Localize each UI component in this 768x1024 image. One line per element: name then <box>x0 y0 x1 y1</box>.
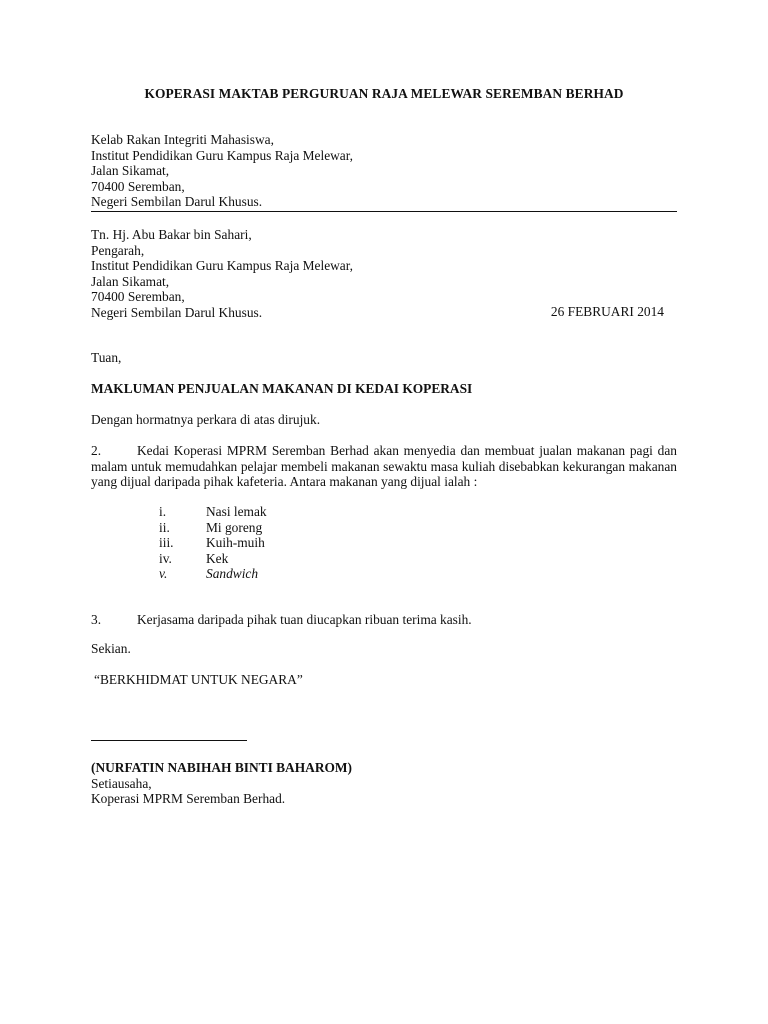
list-number: ii. <box>159 519 170 535</box>
sender-line: Jalan Sikamat, <box>91 163 170 179</box>
subject-heading: MAKLUMAN PENJUALAN MAKANAN DI KEDAI KOPERASI <box>91 381 473 396</box>
letter-date: 26 FEBRUARI 2014 <box>550 304 664 319</box>
paragraph-2 <box>91 443 677 490</box>
list-item <box>159 566 267 582</box>
signer-title: Setiausaha, <box>91 776 152 791</box>
food-list <box>159 504 267 582</box>
recipient-line: Jalan Sikamat, <box>91 273 170 289</box>
list-item <box>159 520 267 536</box>
recipient-line: Tn. Hj. Abu Bakar bin Sahari, <box>91 227 252 242</box>
list-number: iv. <box>159 550 172 566</box>
sender-line: Institut Pendidikan Guru Kampus Raja Melewar, <box>91 147 354 163</box>
list-label: Kek <box>206 550 229 566</box>
recipient-line: Institut Pendidikan Guru Kampus Raja Melewar, <box>91 258 354 274</box>
header-divider <box>91 211 677 212</box>
list-label: Sandwich <box>206 566 259 582</box>
closing-line: Sekian. <box>91 641 131 656</box>
sender-line: 70400 Seremban, <box>91 178 185 194</box>
salutation: Tuan, <box>91 350 122 365</box>
letter-title: KOPERASI MAKTAB PERGURUAN RAJA MELEWAR SEREMBAN BERHAD <box>144 86 624 101</box>
list-label: Mi goreng <box>206 519 263 535</box>
motto: “BERKHIDMAT UNTUK NEGARA” <box>94 672 303 687</box>
paragraph-text: Kedai Koperasi MPRM Seremban Berhad akan menyedia dan membuat jualan makanan pagi dan malam untuk memudahkan pelajar membeli makanan sewaktu masa kuliah disebabkan kekurangan makanan yang dijual daripada pihak kafeteria. Antara makanan yang dijual ialah : <box>91 443 677 490</box>
sender-address <box>91 132 677 210</box>
list-number: v. <box>159 566 168 582</box>
recipient-line: 70400 Seremban, <box>91 289 185 305</box>
signature-line <box>91 740 247 741</box>
signer-name: (NURFATIN NABIHAH BINTI BAHAROM) <box>91 760 352 775</box>
opening-line: Dengan hormatnya perkara di atas dirujuk. <box>91 412 321 427</box>
recipient-line: Negeri Sembilan Darul Khusus. <box>91 304 263 320</box>
paragraph-3 <box>91 612 677 628</box>
list-number: i. <box>159 504 167 519</box>
list-item <box>159 551 267 567</box>
recipient-line: Pengarah, <box>91 242 145 258</box>
list-label: Kuih-muih <box>206 535 265 551</box>
paragraph-text: Kerjasama daripada pihak tuan diucapkan ribuan terima kasih. <box>137 612 472 627</box>
paragraph-number: 3. <box>91 612 102 627</box>
list-item <box>159 504 267 520</box>
signer-organization: Koperasi MPRM Seremban Berhad. <box>91 791 286 806</box>
list-number: iii. <box>159 535 174 551</box>
list-item <box>159 535 267 551</box>
sender-line: Negeri Sembilan Darul Khusus. <box>91 194 263 210</box>
list-label: Nasi lemak <box>206 504 267 519</box>
sender-line: Kelab Rakan Integriti Mahasiswa, <box>91 132 274 147</box>
paragraph-number: 2. <box>91 443 102 458</box>
